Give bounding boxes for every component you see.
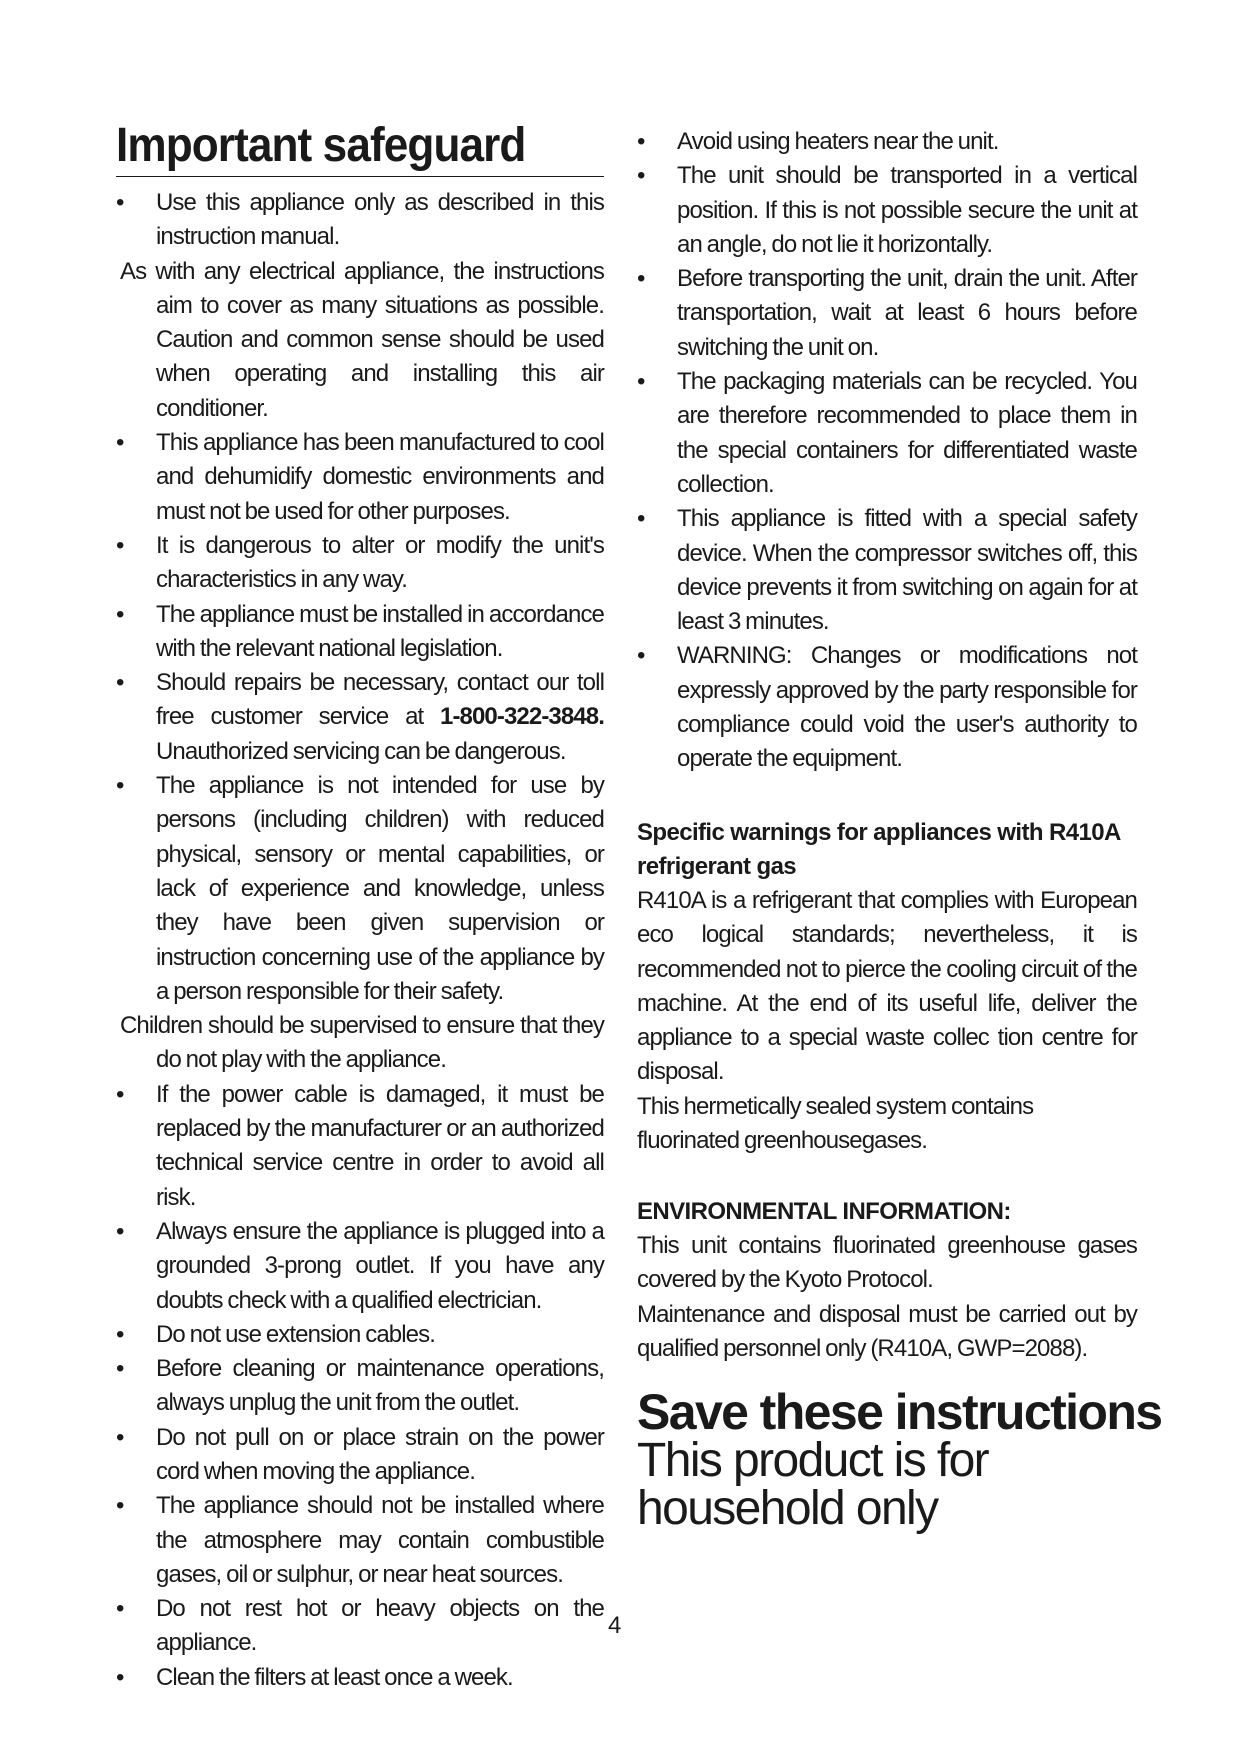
bullet-icon: • [637,368,645,396]
list-item [116,1421,604,1490]
environmental-section [637,1195,1137,1366]
list-item [637,502,1137,639]
page-title: Important safeguard [116,119,526,172]
list-item-text: WARNING: Changes or modifications not expressly approved by the party responsible for compliance could void the user's authority to operate the equipment. [677,642,1137,773]
bullet-icon: • [637,265,645,293]
safeguard-list [116,186,604,1695]
r410a-heading: Specific warnings for appliances with R410A refrigerant gas [637,819,1120,880]
list-item-text: This appliance has been manufactured to cool and dehumidify domestic environments and must not be used for other purposes. [156,429,604,525]
environmental-heading: ENVIRONMENTAL INFORMATION: [637,1198,1011,1225]
page-number: 4 [608,1612,622,1639]
bullet-icon: • [116,669,124,697]
bullet-icon: • [116,772,124,800]
list-item [116,598,604,667]
list-item-text: The unit should be transported in a vertical position. If this is not possible secure the unit at an angle, do not lie it horizontally. [677,162,1137,258]
list-item-text: If the power cable is damaged, it must be replaced by the manufacturer or an authorized technical service centre in order to avoid all risk. [156,1080,604,1211]
note-paragraph: Children should be supervised to ensure that they do not play with the appliance. [120,1012,604,1074]
bullet-icon: • [116,1320,124,1348]
r410a-warnings-section [637,816,1137,1158]
title-underline [116,176,604,177]
r410a-paragraph: R410A is a refrigerant that complies with European eco logical standards; nevertheless, it is recommended not to pierce the cooling circuit of the machine. At the end of its useful life, deliver the appliance to a special waste collec tion centre for disposal. [637,887,1137,1086]
list-item [637,262,1137,365]
list-item-text: Clean the filters at least once a week. [156,1663,513,1691]
list-item-text: Should repairs be necessary, contact our toll free customer service at [156,669,604,731]
save-instructions-title: Save these instructions [637,1384,1162,1440]
bullet-icon: • [637,128,645,155]
list-item [637,365,1137,502]
list-item [116,1215,604,1318]
bullet-icon: • [116,1423,124,1451]
list-item [116,1352,604,1421]
note-paragraph: As with any electrical appliance, the instructions aim to cover as many situations as possible. Caution and common sense should be used when operating and installing this air conditioner. [120,257,604,422]
customer-service-phone: 1-800-322-3848. [440,703,604,731]
list-item-text: Before transporting the unit, drain the unit. After transportation, wait at least 6 hours before switching the unit on. [677,265,1137,361]
list-item [637,125,1137,159]
bullet-icon: • [116,531,124,559]
list-item-text-tail: Unauthorized servicing can be dangerous. [156,737,566,765]
bullet-icon: • [116,1595,124,1623]
list-item-text: Always ensure the appliance is plugged into a grounded 3-prong outlet. If you have any doubts check with a qualified electrician. [156,1217,604,1314]
list-item-text: Do not use extension cables. [156,1320,435,1348]
list-item [116,769,604,1009]
list-item [116,1078,604,1215]
list-item-text: The appliance must be installed in accordance with the relevant national legislation. [156,600,604,662]
list-item-text: It is dangerous to alter or modify the unit's characteristics in any way. [156,531,604,594]
list-item [116,529,604,598]
bullet-icon: • [116,1217,124,1245]
list-item-text: This appliance is fitted with a special safety device. When the compressor switches off, this device prevents it from switching on again for at least 3 minutes. [677,505,1137,636]
list-item [116,426,604,529]
bullet-icon: • [116,189,124,216]
list-item [116,1661,604,1695]
list-item [637,639,1137,776]
list-item [116,1489,604,1592]
bullet-icon: • [637,505,645,533]
bullet-icon: • [116,600,124,628]
list-item-text: The appliance should not be installed where the atmosphere may contain combustible gases, oil or sulphur, or near heat sources. [156,1492,604,1588]
list-item-text: Do not rest hot or heavy objects on the appliance. [156,1595,604,1657]
bullet-icon: • [116,1663,124,1691]
bullet-icon: • [116,1492,124,1520]
list-item [116,1318,604,1352]
list-item-text: Use this appliance only as described in this instruction manual. [156,189,604,251]
list-item-text: Do not pull on or place strain on the power cord when moving the appliance. [156,1423,604,1485]
bullet-icon: • [116,429,124,457]
list-item-text: Avoid using heaters near the unit. [677,128,999,155]
list-item-text: The appliance is not intended for use by persons (including children) with reduced physical, sensory or mental capabilities, or lack of experience and knowledge, unless they have been given supervision or instruction concerning use of the appliance by a person responsible for their safety. [156,772,604,1005]
environmental-paragraph: This unit contains fluorinated greenhouse gases covered by the Kyoto Protocol. [637,1232,1137,1294]
list-item-text: The packaging materials can be recycled. You are therefore recommended to place them in the special containers for differentiated waste collection. [677,368,1137,498]
list-item [116,186,604,255]
list-item [116,666,604,769]
household-only-notice: This product is for household only [637,1434,989,1535]
list-item-text: Before cleaning or maintenance operations, always unplug the unit from the outlet. [156,1355,604,1417]
bullet-icon: • [637,642,645,670]
list-item [637,159,1137,262]
r410a-sealed-system-paragraph: This hermetically sealed system contains fluorinated greenhousegases. [637,1092,1034,1155]
safeguard-list-continued [637,125,1137,777]
bullet-icon: • [116,1080,124,1108]
list-item [116,1592,604,1661]
bullet-icon: • [637,162,645,190]
bullet-icon: • [116,1355,124,1383]
maintenance-paragraph: Maintenance and disposal must be carried out by qualified personnel only (R410A, GWP=2088). [637,1300,1137,1362]
